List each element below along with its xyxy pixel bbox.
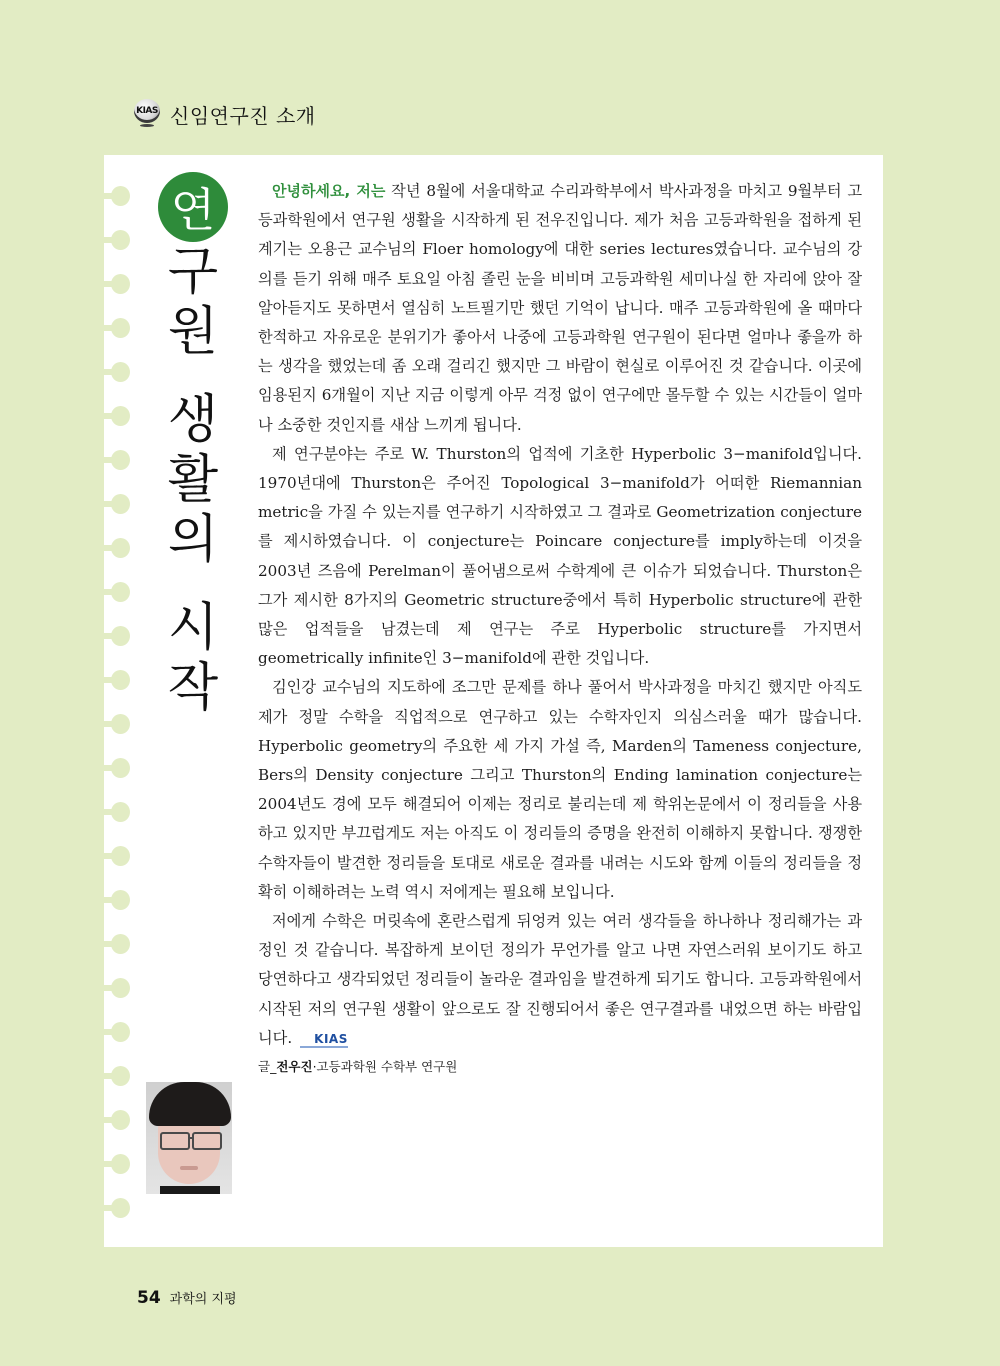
title-char: 생 — [167, 390, 219, 450]
author-photo — [146, 1082, 232, 1194]
binder-ring — [97, 230, 133, 250]
binder-ring — [97, 1066, 133, 1086]
title-char: 시 — [167, 598, 219, 658]
binder-ring — [97, 758, 133, 778]
binder-ring — [97, 318, 133, 338]
binder-ring — [97, 1110, 133, 1130]
binder-ring — [97, 1198, 133, 1218]
author-affiliation: ·고등과학원 수학부 연구원 — [312, 1059, 458, 1074]
binder-ring — [97, 934, 133, 954]
title-char: 구 — [167, 242, 219, 302]
title-char: 작 — [167, 658, 219, 718]
title-char: 활 — [167, 450, 219, 510]
greeting: 안녕하세요, 저는 — [272, 182, 386, 200]
article-body — [258, 177, 862, 1053]
binder-ring — [97, 802, 133, 822]
magazine-name: 과학의 지평 — [169, 1292, 237, 1307]
page-footer — [137, 1288, 237, 1308]
binder-ring — [97, 1154, 133, 1174]
paragraph: 안녕하세요, 저는 작년 8월에 서울대학교 수리과학부에서 박사과정을 마치고 9월부터 고등과학원에서 연구원 생활을 시작하게 된 전우진입니다. 제가 처음 고등과학원을 접하게 된 계기는 오용근 교수님의 Floer homology에 대한 series lectures였습니다. 교수님의 강의를 듣기 위해 매주 토요일 아침 졸린 눈을 비비며 고등과학원 세미나실 한 자리에 앉아 잘 알아듣지도 못하면서 열심히 노트필기만 했던 기억이 납니다. 매주 고등과학원에 올 때마다 한적하고 자유로운 분위기가 좋아서 나중에 고등과학원 연구원이 된다면 얼마나 좋을까 하는 생각을 했었는데 좀 오래 걸리긴 했지만 그 바람이 현실로 이루어진 것 같습니다. 이곳에 임용된지 6개월이 지난 지금 이렇게 아무 걱정 없이 연구에만 몰두할 수 있는 시간들이 얼마나 소중한 것인지를 새삼 느끼게 됩니다. — [258, 182, 862, 434]
binder-ring — [97, 670, 133, 690]
binder-ring — [97, 274, 133, 294]
binder-ring — [97, 406, 133, 426]
binder-ring — [97, 494, 133, 514]
byline: 글_전우진·고등과학원 수학부 연구원 — [258, 1059, 458, 1074]
paragraph: 김인강 교수님의 지도하에 조그만 문제를 하나 풀어서 박사과정을 마치긴 했지만 아직도 제가 정말 수학을 직업적으로 연구하고 있는 수학자인지 의심스러울 때가 많습니다. Hyperbolic geometry의 주요한 세 가지 가설 즉, Marden의 Tameness conjecture, Bers의 Density conjecture 그리고 Thurston의 Ending lamination conjecture는 2004년도 경에 모두 해결되어 이제는 정리로 불리는데 제 학위논문에서 이 정리들을 사용하고 있지만 부끄럽게도 저는 아직도 이 정리들의 증명을 완전히 이해하지 못합니다. 쟁쟁한 수학자들이 발견한 정리들을 토대로 새로운 결과를 내려는 시도와 함께 이들의 정리들을 정확히 이해하려는 노력 역시 저에게는 필요해 보입니다. — [258, 678, 862, 901]
binder-ring — [97, 1022, 133, 1042]
binder-ring — [97, 186, 133, 206]
binder-ring — [97, 846, 133, 866]
author-name: 전우진 — [276, 1059, 313, 1074]
title-highlight-char: 연 — [158, 172, 228, 242]
section-title: 신임연구진 소개 — [170, 103, 316, 128]
section-header — [132, 99, 316, 129]
title-char: 원 — [167, 302, 219, 362]
binder-ring — [97, 714, 133, 734]
title-char: 의 — [167, 510, 219, 570]
binder-ring — [97, 890, 133, 910]
kias-globe-icon — [132, 99, 162, 129]
binder-ring — [97, 626, 133, 646]
binder-ring — [97, 450, 133, 470]
article-title — [158, 172, 228, 718]
binder-ring — [97, 978, 133, 998]
binder-ring — [97, 538, 133, 558]
kias-logo-text: KIAS — [134, 99, 160, 123]
paragraph: 제 연구분야는 주로 W. Thurston의 업적에 기초한 Hyperbolic 3−manifold입니다. 1970년대에 Thurston은 주어진 Topological 3−manifold가 어떠한 Riemannian metric을 가질 수 있는지를 연구하기 시작하였고 그 결과로 Geometrization conjecture를 제시하였습니다. 이 conjecture는 Poincare conjecture를 imply하는데 이것을 2003년 즈음에 Perelman이 풀어냄으로써 수학계에 큰 이슈가 되었습니다. Thurston은 그가 제시한 8가지의 Geometric structure중에서 특히 Hyperbolic structure에 관한 많은 업적들을 남겼는데 제 연구는 주로 Hyperbolic structure를 가지면서 geometrically infinite인 3−manifold에 관한 것입니다. — [258, 444, 862, 668]
binder-ring — [97, 362, 133, 382]
kias-end-mark-icon: KIAS — [300, 1032, 348, 1048]
paragraph: 저에게 수학은 머릿속에 혼란스럽게 뒤엉켜 있는 여러 생각들을 하나하나 정리해가는 과정인 것 같습니다. 복잡하게 보이던 정의가 무언가를 알고 나면 자연스러워 보이기도 하고 당연하다고 생각되었던 정리들이 놀라운 결과임을 발견하게 되기도 합니다. 고등과학원에서 시작된 저의 연구원 생활이 앞으로도 잘 진행되어서 좋은 연구결과를 내었으면 하는 바람입니다. KIAS — [258, 912, 862, 1047]
binder-ring — [97, 582, 133, 602]
page-number: 54 — [137, 1288, 161, 1308]
